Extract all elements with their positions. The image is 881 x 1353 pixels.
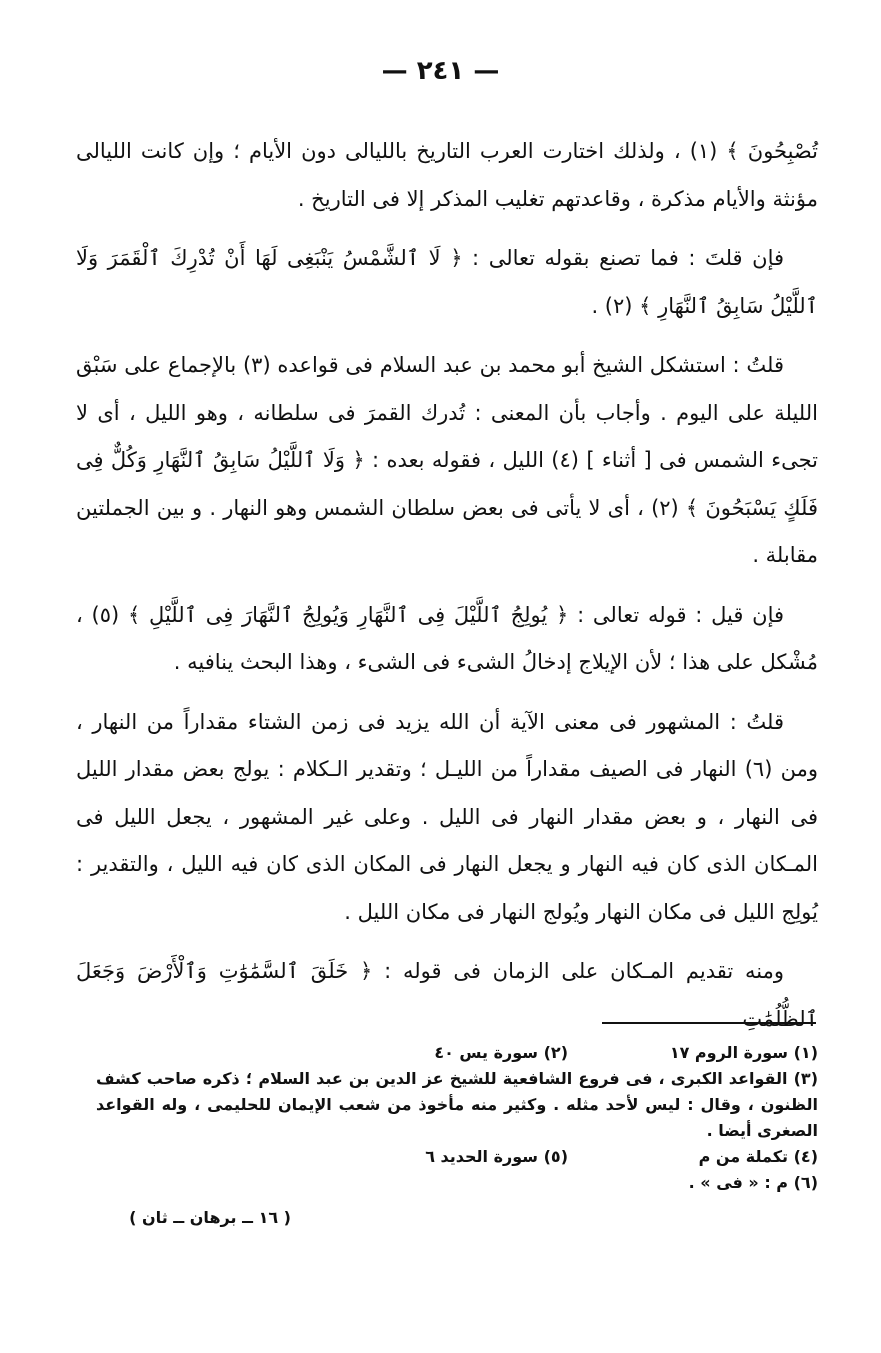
main-text [76,128,818,1043]
footnote-1: (١) سورة الروم ١٧ [669,1043,818,1062]
footnote-4: (٤) تكملة من م [698,1147,818,1166]
footnote-2: (٢) سورة يس ٤٠ [434,1043,568,1062]
footnote-3: (٣) القواعد الكبرى ، فى فروع الشافعية للشيخ عز الدين بن عبد السلام ؛ ذكره صاحب كشف الظنون ، وقال : ليس لأحد مثله . وكثير منه مأخوذ من شعب الإيمان للحليمى ، وله القواعد الصغرى أيضا . [96,1069,818,1140]
footnotes-divider [602,1022,816,1024]
footnote-6: (٦) م : « فى » . [688,1173,818,1192]
paragraph-5: قلتُ : المشهور فى معنى الآية أن الله يزيد فى زمن الشتاء مقداراً من النهار ، ومن (٦) النهار فى الصيف مقداراً من الليـل ؛ وتقدير الـكلام : يولج بعض مقدار الليل فى النهار ، و بعض مقدار النهار فى الليل . وعلى غير المشهور ، يجعل الليل فى المـكان الذى كان فيه النهار و يجعل النهار فى المكان الذى كان فيه الليل ، والتقدير : يُولِج الليل فى مكان النهار ويُولج النهار فى مكان الليل . [76,709,818,924]
footnotes [96,1040,818,1196]
paragraph-2: فإن قلتَ : فما تصنع بقوله تعالى : ﴿ لَا ٱلشَّمْسُ يَنْبَغِى لَهَا أَنْ تُدْرِكَ ٱلْقَمَرَ وَلَا ٱللَّيْلُ سَابِقُ ٱلنَّهَارِ ﴾ (٢) . [76,246,818,318]
footnote-row-1 [96,1040,818,1066]
paragraph-4: فإن قيل : قوله تعالى : ﴿ يُولِجُ ٱللَّيْلَ فِى ٱلنَّهَارِ وَيُولِجُ ٱلنَّهَارَ فِى ٱللَّيْلِ ﴾ (٥) ، مُشْكل على هذا ؛ لأن الإيلاج إدخالُ الشىء فى الشىء ، وهذا البحث ينافيه . [76,602,818,674]
paragraph-3: قلتُ : استشكل الشيخ أبو محمد بن عبد السلام فى قواعده (٣) بالإجماع على سَبْق الليلة على اليوم . وأجاب بأن المعنى : تُدرك القمرَ فى سلطانه ، وهو الليل ، أى لا تجىء الشمس فى [ أثناء ] (٤) الليل ، فقوله بعده : ﴿ وَلَا ٱللَّيْلُ سَابِقُ ٱلنَّهَارِ وَكُلٌّ فِى فَلَكٍ يَسْبَحُونَ ﴾ (٢) ، أى لا يأتى فى بعض سلطان الشمس وهو النهار . و بين الجملتين مقابلة . [76,353,818,567]
paragraph-1: تُصْبِحُونَ ﴾ (١) ، ولذلك اختارت العرب التاريخ بالليالى دون الأيام ؛ وإن كانت الليالى مؤنثة والأيام مذكرة ، وقاعدتهم تغليب المذكر إلا فى التاريخ . [76,139,818,211]
footnote-row-4 [96,1144,818,1170]
signature-mark: ( ١٦ ــ برهان ــ ثان ) [129,1208,291,1227]
paragraph-6: ومنه تقديم المـكان على الزمان فى قوله : ﴿ خَلَقَ ٱلسَّمَٰوَٰتِ وَٱلْأَرْضَ وَجَعَلَ ٱلظُّلُمَٰتِ [76,959,818,1031]
footnote-5: (٥) سورة الحديد ٦ [425,1147,568,1166]
page-number: — ٢٤١ — [381,56,500,86]
